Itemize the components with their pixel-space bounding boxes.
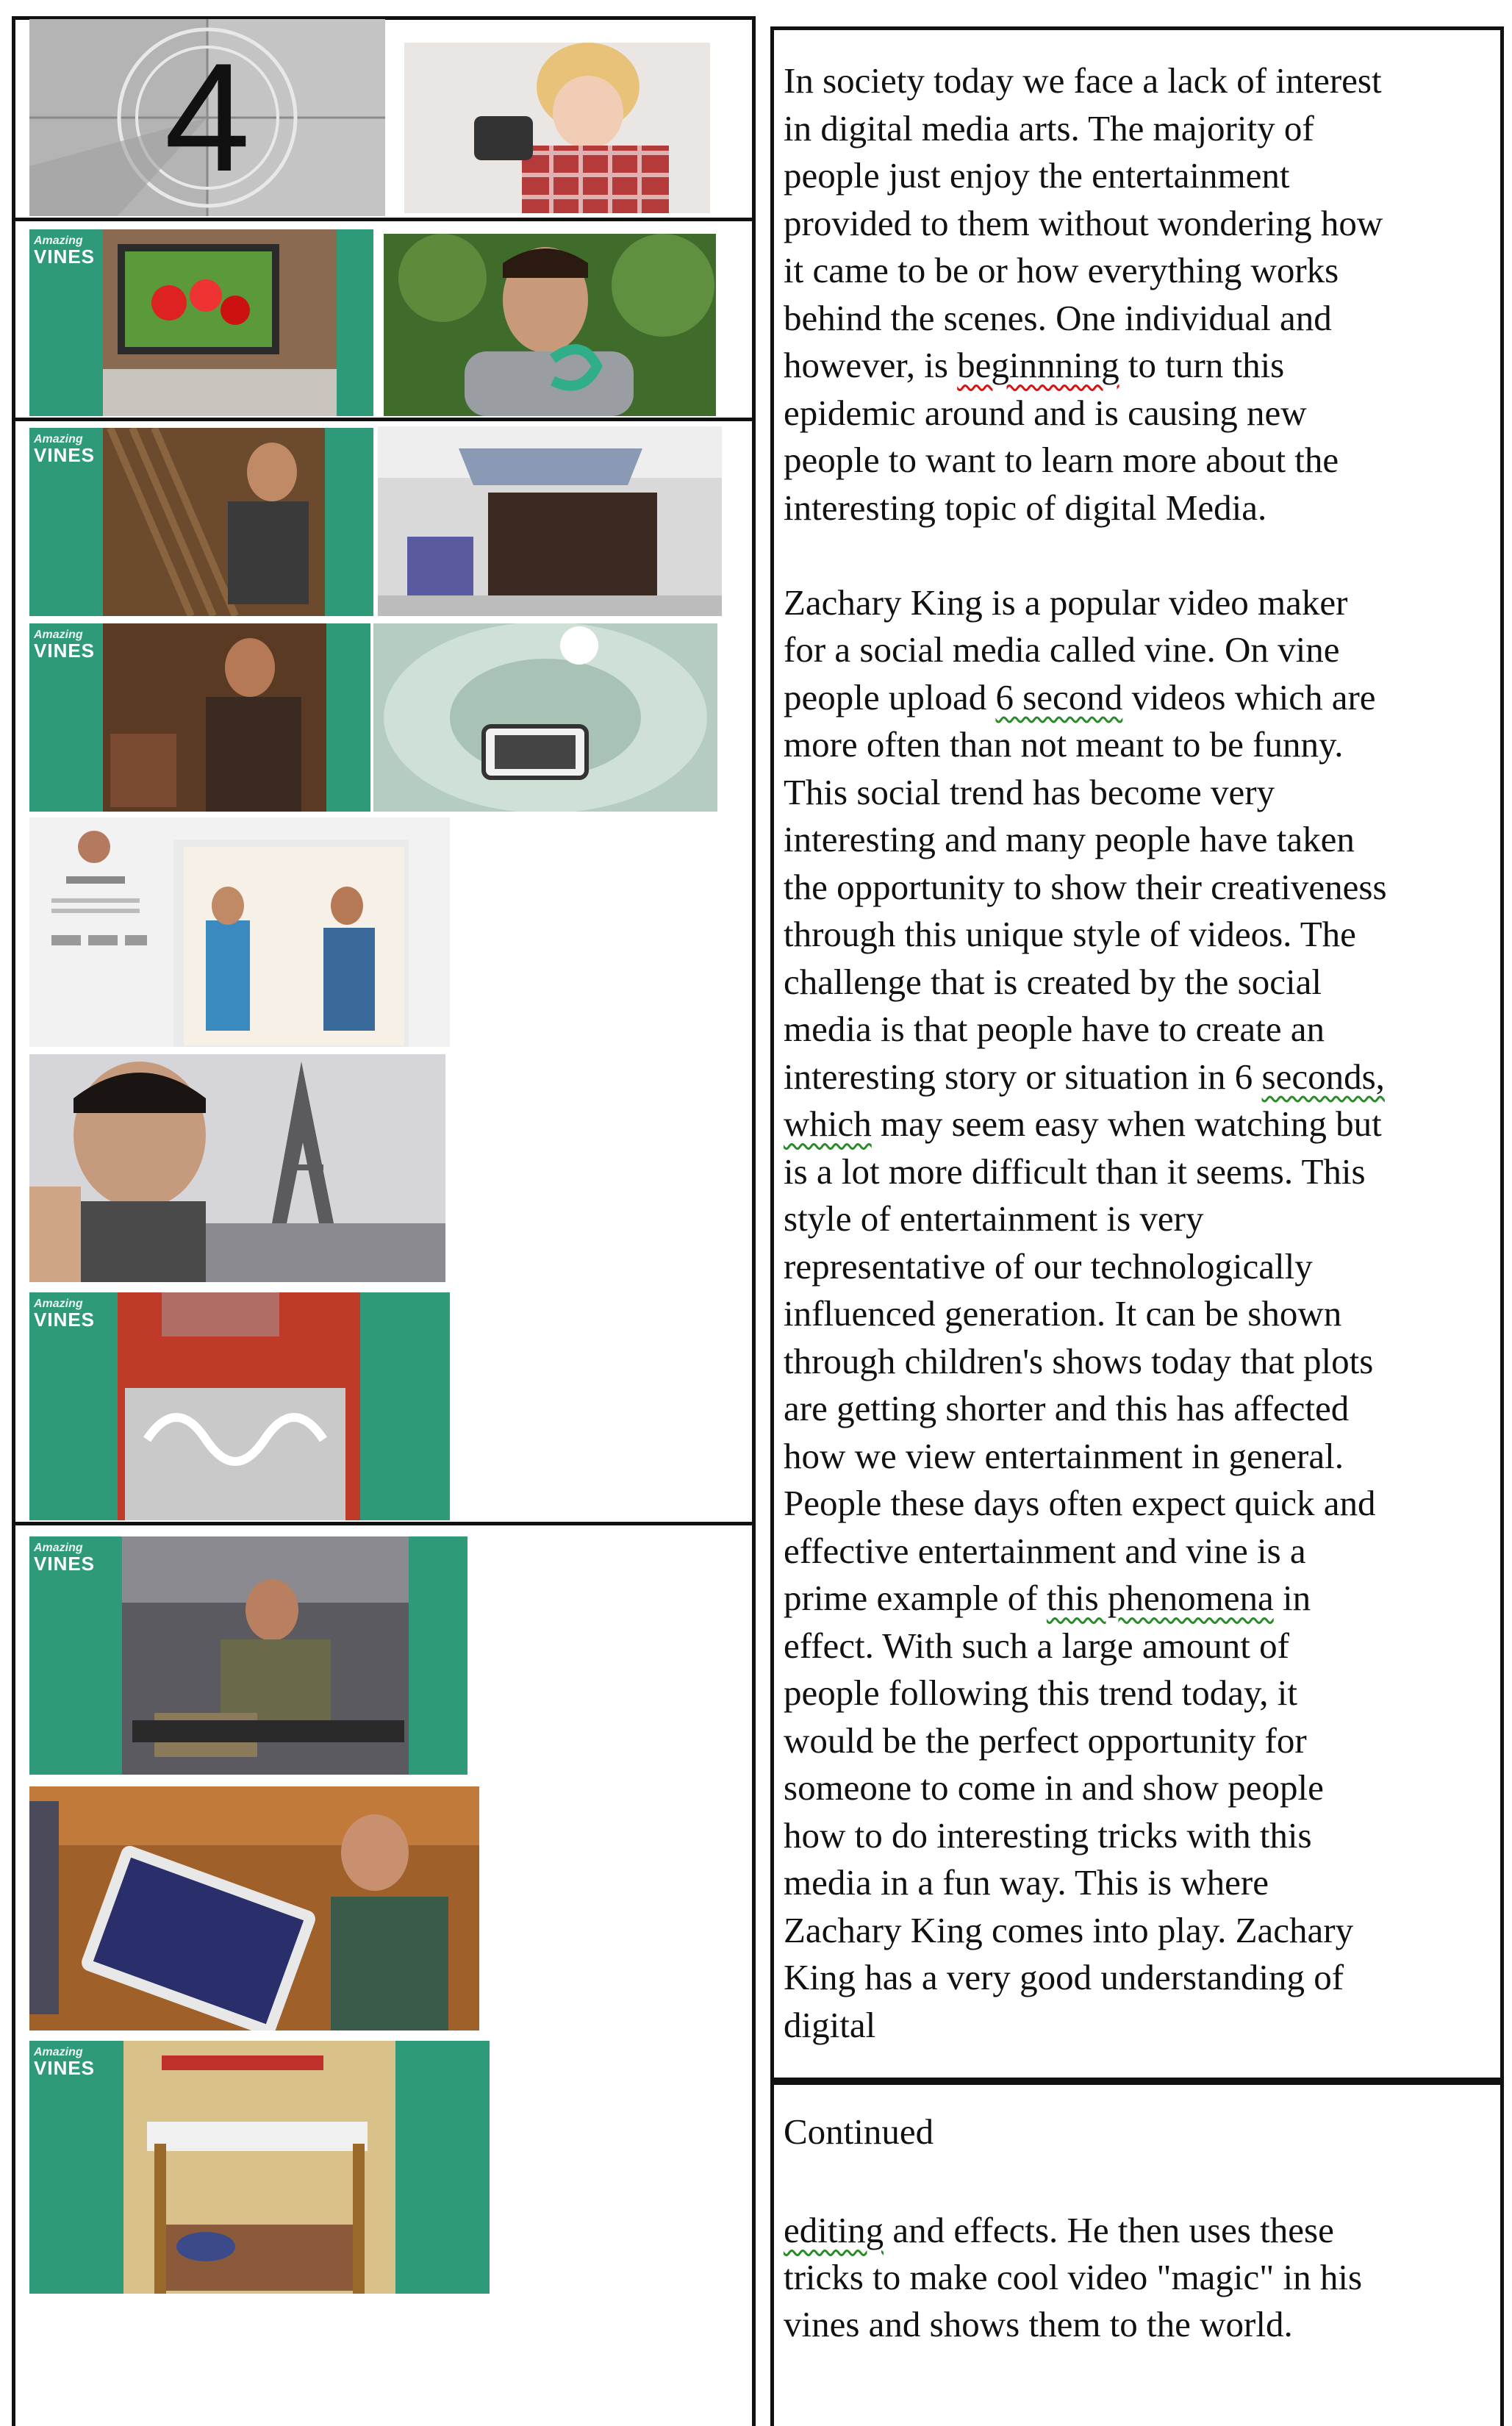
- garage-shirt-photo: [378, 426, 722, 616]
- man-holding-letter-photo: [384, 234, 716, 416]
- spelling-error: beginnning: [957, 345, 1119, 385]
- amazing-vines-logo: Amazing VINES: [34, 235, 96, 268]
- eiffel-tower-photo: [29, 1054, 445, 1282]
- girl-photo: [404, 43, 710, 213]
- grammar-flag: 6 second: [995, 676, 1123, 718]
- countdown-leader-frame: [29, 19, 385, 216]
- grammar-flag: seconds, which: [784, 1056, 1385, 1144]
- amazing-vines-logo: Amazing VINES: [34, 1298, 96, 1331]
- vine-airport-chair-still: [29, 1536, 467, 1775]
- vine-bunk-bed-still: [29, 2041, 490, 2294]
- countdown-digit: 4: [164, 31, 251, 204]
- laptop-tablet-photo: [29, 1786, 479, 2030]
- vine-boy-stairs-still: [29, 428, 373, 616]
- vine-water-splash-still: [29, 1292, 450, 1520]
- row-divider: [12, 218, 756, 221]
- amazing-vines-logo: Amazing VINES: [34, 2046, 96, 2079]
- amazing-vines-logo: Amazing VINES: [34, 629, 96, 662]
- amazing-vines-logo: Amazing VINES: [34, 1542, 96, 1575]
- grammar-flag: editing: [784, 2210, 884, 2250]
- grammar-flag: this phenomena: [1046, 1578, 1274, 1618]
- vine-profile-screenshot: [29, 817, 450, 1047]
- row-divider: [12, 1522, 756, 1525]
- tunnel-phone-photo: [373, 623, 717, 812]
- continued-heading: Continued: [784, 2111, 934, 2152]
- vine-kitchen-boy-still: [29, 623, 370, 812]
- essay-body: In society today we face a lack of interest in digital media arts. The majority of people just enjoy the entertainment provided to them without wondering how it came to be or how everything works behind the scenes. One individual and however, is beginnning to turn this epidemic around and is causing new people to want to learn more about the interesting topic of digital Media. Zachary King is a popular video maker for a social media called vine. On vine people upload 6 second videos which are more often than not meant to be funny. This social trend has become very interesting and many people have taken the opportunity to show their creativeness through this unique style of videos. The challenge that is created by the social media is that people have to create an interesting story or situation in 6 seconds, which may seem easy when watching but is a lot more difficult than it seems. This style of entertainment is very representative of our technologically influenced generation. It can be shown through children's shows today that plots are getting shorter and this has affected how we view entertainment in general. People these days often expect quick and effective entertainment and vine is a prime example of this phenomena in effect. With such a large amount of people following this trend today, it would be the perfect opportunity for someone to come in and show people how to do interesting tricks with this media in a fun way. This is where Zachary King comes into play. Zachary King has a very good understanding of digital: [784, 60, 1387, 2045]
- row-divider: [12, 418, 756, 421]
- continued-body: editing and effects. He then uses these tricks to make cool video "magic" in his vines and shows them to the world.: [784, 2210, 1363, 2344]
- vine-kitchen-still: [29, 229, 373, 416]
- amazing-vines-logo: Amazing VINES: [34, 433, 96, 466]
